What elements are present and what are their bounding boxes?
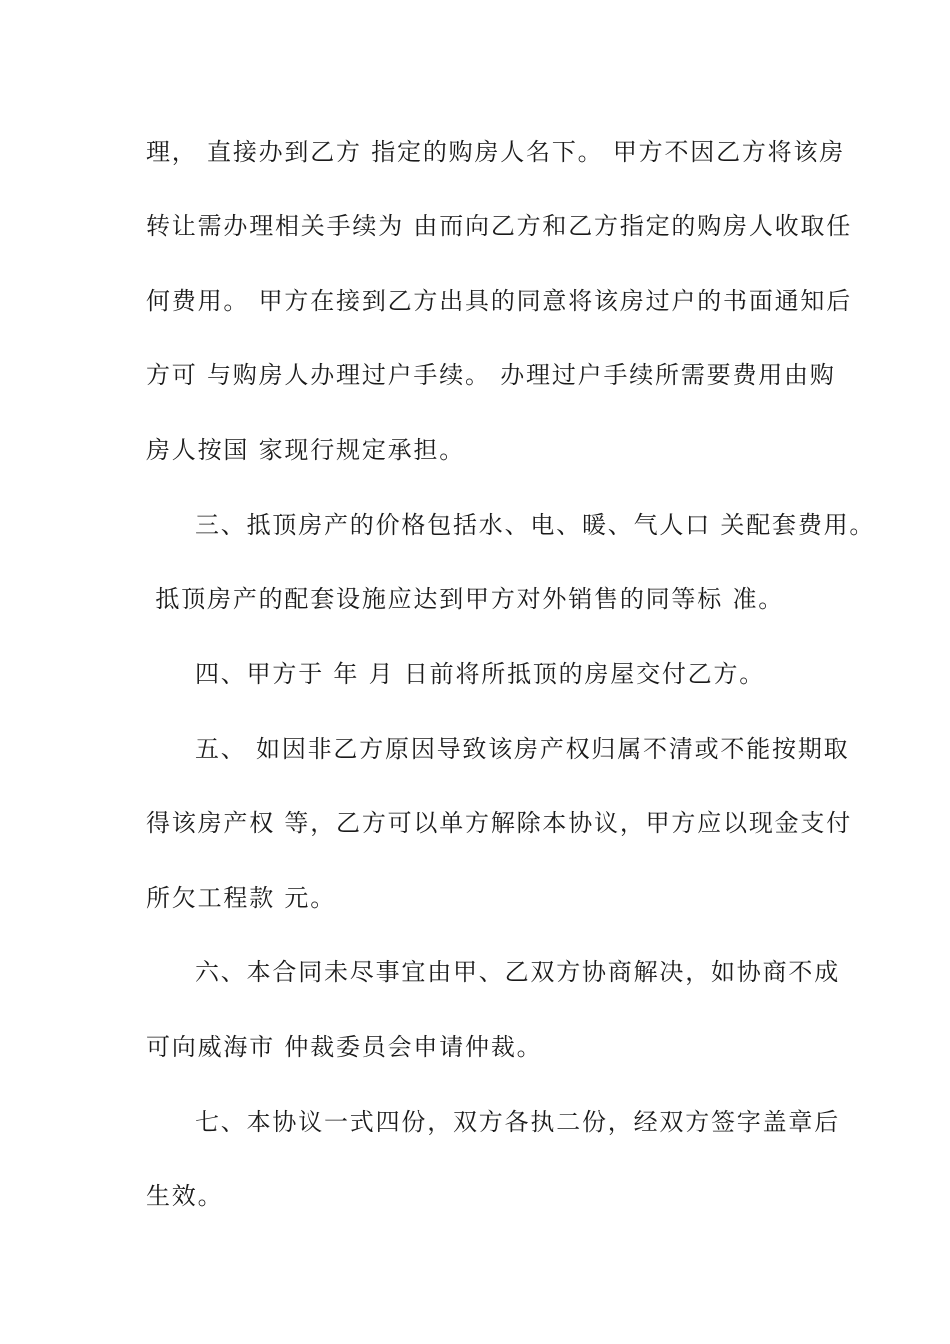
text-line: 生效。 — [146, 1182, 224, 1210]
paragraph-line: 四、甲方于 年 月 日前将所抵顶的房屋交付乙方。 — [195, 660, 766, 688]
text-line: 方可 与购房人办理过户手续。 办理过户手续所需要费用由购 — [146, 361, 836, 389]
text-line: 所欠工程款 元。 — [146, 884, 337, 912]
paragraph-line: 五、 如因非乙方原因导致该房产权归属不清或不能按期取 — [195, 735, 850, 763]
text-line: 得该房产权 等，乙方可以单方解除本协议，甲方应以现金支付 — [146, 809, 853, 837]
text-line: 理， 直接办到乙方 指定的购房人名下。 甲方不因乙方将该房 — [146, 138, 846, 166]
text-line: 转让需办理相关手续为 由而向乙方和乙方指定的购房人收取任 — [146, 212, 853, 240]
text-line: 房人按国 家现行规定承担。 — [146, 436, 466, 464]
text-line: 何费用。 甲方在接到乙方出具的同意将该房过户的书面通知后 — [146, 287, 853, 315]
text-line: 可向威海市 仲裁委员会申请仲裁。 — [146, 1033, 543, 1061]
paragraph-line: 六、本合同未尽事宜由甲、乙双方协商解决，如协商不成 — [195, 958, 840, 986]
paragraph-line: 七、本协议一式四份，双方各执二份，经双方签字盖章后 — [195, 1108, 840, 1136]
text-line: 抵顶房产的配套设施应达到甲方对外销售的同等标 准。 — [146, 585, 785, 613]
paragraph-line: 三、抵顶房产的价格包括水、电、暖、气人口 关配套费用。 — [195, 511, 876, 539]
